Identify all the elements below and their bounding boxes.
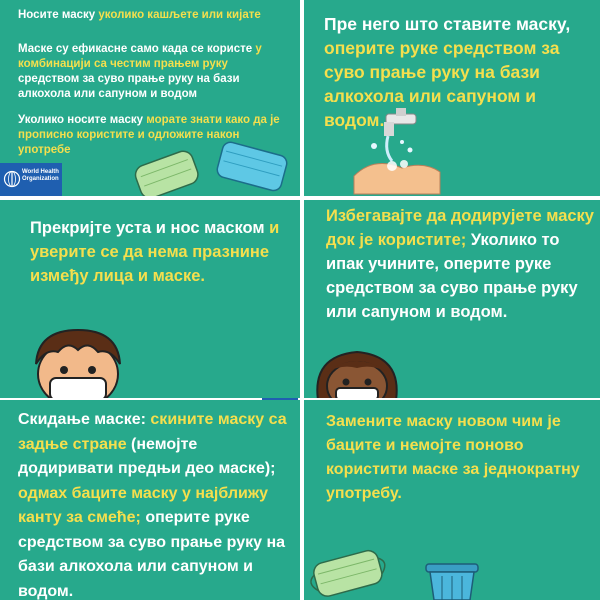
handwash-icon xyxy=(344,106,454,196)
panel1-line3-yellow: морате знати како да је прописно користите и одложите након употребе xyxy=(18,114,280,156)
panel2-white: Пре него што ставите маску, xyxy=(324,14,571,34)
trash-bin-icon xyxy=(422,560,482,600)
panel4-yellow: Избегавајте да додирујете маску док је користите; xyxy=(326,207,594,249)
panel3-yellow: уверите се да нема празнине између лица и маске. xyxy=(30,243,270,285)
panel1-line3-white: Уколико носите маску xyxy=(18,114,147,126)
panel5-white-3: оперите руке средством за суво прање руку на бази алкохола или сапуном и водом. xyxy=(18,509,285,600)
who-logo xyxy=(0,163,62,196)
panel5-yellow-1: скините маску са задње стране xyxy=(18,411,287,453)
panel5-white-1: Скидање маске: xyxy=(18,411,151,428)
girl-mask-icon xyxy=(312,346,402,398)
panel1-line2 xyxy=(18,42,280,102)
panel4-white: Уколико то ипак учините, оперите руке средством за суво прање руку или сапуном и водом. xyxy=(326,231,578,321)
panel3-yellow-and: и xyxy=(264,219,280,237)
boy-mask-icon xyxy=(28,322,128,398)
panel1-line2-white2: средством за суво прање руку на бази алкохола или сапуном и водом xyxy=(18,73,240,100)
panel3-white: Прекријте уста и нос маском xyxy=(30,219,265,237)
panel-cover-face xyxy=(0,200,300,398)
who-logo-text-2: Organization xyxy=(22,176,59,182)
panel5-white-2: (немојте додиривати предњи део маске); xyxy=(18,435,276,477)
panel6-yellow: Замените маску новом чим је баците и немојте поново користити маске за једнократну употребу. xyxy=(326,413,580,502)
mask-icon xyxy=(304,540,394,600)
panel-wash-hands xyxy=(304,0,600,196)
who-logo-text xyxy=(22,169,59,183)
panel-replace-mask xyxy=(304,400,600,600)
panel-mask-when xyxy=(0,0,300,196)
panel1-line1 xyxy=(18,8,288,23)
panel2-yellow: оперите руке средством за суво прање руку на бази алкохола или сапуном и водом. xyxy=(324,38,560,130)
who-logo-text-1: World Health xyxy=(22,169,59,175)
panel-avoid-touching xyxy=(304,200,600,398)
panel6-text xyxy=(326,410,588,506)
panel-remove-mask xyxy=(0,400,300,600)
panel4-text xyxy=(326,204,594,324)
masks-icon xyxy=(120,140,300,196)
who-logo-icon xyxy=(3,169,21,189)
panel3-text xyxy=(30,216,290,288)
panel1-line2-yellow: у комбинацији са честим прањем руку xyxy=(18,43,262,70)
panel1-line2-white: Маске су ефикасне само када се користе xyxy=(18,43,256,55)
panel1-line1-white: Носите маску xyxy=(18,9,99,21)
panel1-line1-yellow: уколико кашљете или кијате xyxy=(98,9,261,21)
panel5-text xyxy=(18,408,292,600)
panel5-yellow-2: одмах баците маску у најближу канту за смеће; xyxy=(18,484,269,526)
